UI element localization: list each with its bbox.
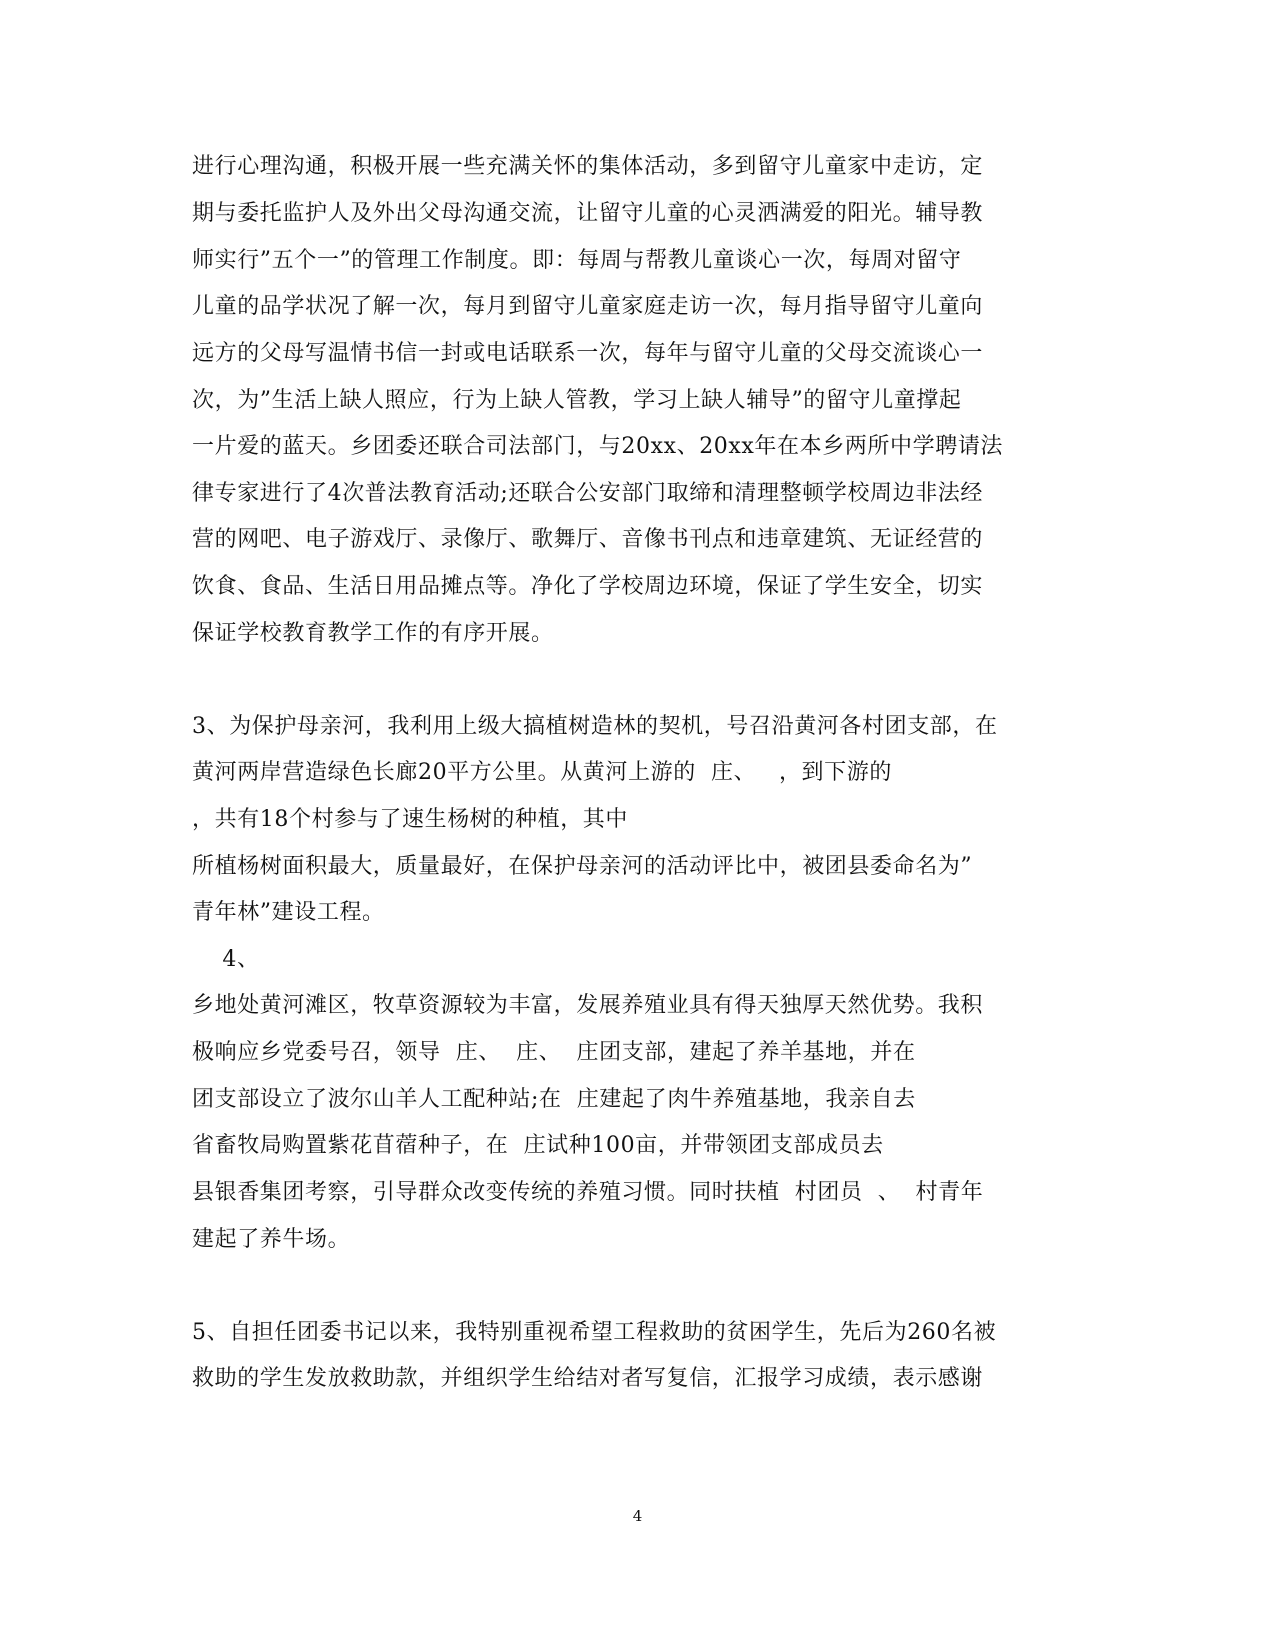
paragraph-2-line-1: 3、为保护母亲河，我利用上级大搞植树造林的契机，号召沿黄河各村团支部，在: [192, 714, 998, 739]
paragraph-1-line-10: 饮食、食品、生活日用品摊点等。净化了学校周边环境，保证了学生安全，切实: [192, 574, 984, 599]
paragraph-2-line-5: 青年林”建设工程。: [192, 900, 385, 925]
paragraph-1-line-4: 儿童的品学状况了解一次，每月到留守儿童家庭走访一次，每月指导留守儿童向: [192, 294, 984, 319]
paragraph-1-line-8: 律专家进行了4次普法教育活动;还联合公安部门取缔和清理整顿学校周边非法经: [192, 481, 984, 506]
paragraph-1-line-9: 营的网吧、电子游戏厅、录像厅、歌舞厅、音像书刊点和违章建筑、无证经营的: [192, 527, 984, 552]
paragraph-1-line-7: 一片爱的蓝天。乡团委还联合司法部门，与20xx、20xx年在本乡两所中学聘请法: [192, 434, 1004, 459]
paragraph-2-line-3: ，共有18个村参与了速生杨树的种植，其中: [192, 807, 628, 832]
paragraph-3-line-7: 建起了养牛场。: [192, 1227, 351, 1252]
paragraph-1-line-2: 期与委托监护人及外出父母沟通交流，让留守儿童的心灵洒满爱的阳光。辅导教: [192, 201, 984, 226]
paragraph-3-line-4: 团支部设立了波尔山羊人工配种站;在 庄建起了肉牛养殖基地，我亲自去: [192, 1087, 916, 1112]
paragraph-3-line-3: 极响应乡党委号召，领导 庄、 庄、 庄团支部，建起了养羊基地，并在: [192, 1040, 916, 1065]
paragraph-4-line-2: 救助的学生发放救助款，并组织学生给结对者写复信，汇报学习成绩，表示感谢: [192, 1366, 984, 1391]
paragraph-1-line-5: 远方的父母写温情书信一封或电话联系一次，每年与留守儿童的父母交流谈心一: [192, 341, 984, 366]
page-number: 4: [632, 1507, 643, 1525]
paragraph-3-line-2: 乡地处黄河滩区，牧草资源较为丰富，发展养殖业具有得天独厚天然优势。我积: [192, 993, 984, 1018]
paragraph-1-line-1: 进行心理沟通，积极开展一些充满关怀的集体活动，多到留守儿童家中走访，定: [192, 154, 984, 179]
paragraph-1-line-6: 次，为”生活上缺人照应，行为上缺人管教，学习上缺人辅导”的留守儿童撑起: [192, 388, 962, 413]
paragraph-3-line-5: 省畜牧局购置紫花苜蓿种子，在 庄试种100亩，并带领团支部成员去: [192, 1133, 884, 1158]
paragraph-4-line-1: 5、自担任团委书记以来，我特别重视希望工程救助的贫困学生，先后为260名被: [192, 1320, 997, 1345]
paragraph-1-line-3: 师实行”五个一”的管理工作制度。即：每周与帮教儿童谈心一次，每周对留守: [192, 248, 962, 273]
paragraph-2-line-2: 黄河两岸营造绿色长廊20平方公里。从黄河上游的 庄、 ，到下游的: [192, 760, 892, 785]
paragraph-2-line-4: 所植杨树面积最大，质量最好，在保护母亲河的活动评比中，被团县委命名为”: [192, 854, 973, 879]
paragraph-3-line-1: 4、: [192, 947, 260, 972]
paragraph-1-line-11: 保证学校教育教学工作的有序开展。: [192, 621, 554, 646]
paragraph-3-line-6: 县银香集团考察，引导群众改变传统的养殖习惯。同时扶植 村团员 、 村青年: [192, 1180, 984, 1205]
